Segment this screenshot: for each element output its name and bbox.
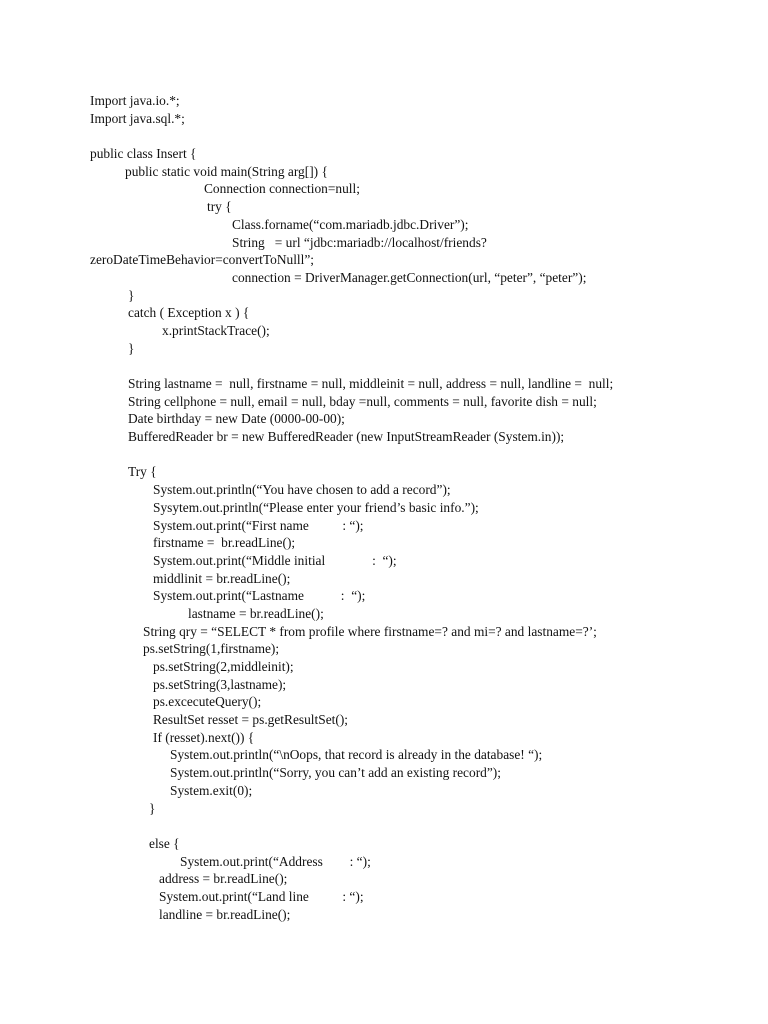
code-line — [0, 110, 768, 128]
code-line — [0, 729, 768, 747]
code-line — [0, 428, 768, 446]
code-line — [0, 145, 768, 163]
code-line-text: zeroDateTimeBehavior=convertToNulll”; — [90, 252, 315, 268]
code-line — [0, 287, 768, 305]
code-line — [0, 463, 768, 481]
code-line — [0, 322, 768, 340]
code-line-text: System.out.print(“First name : “); — [153, 517, 364, 533]
code-line-text: Sysytem.out.println(“Please enter your friend’s basic info.”); — [153, 499, 479, 515]
code-line — [0, 304, 768, 322]
code-line — [0, 570, 768, 588]
code-line-text: else { — [149, 835, 180, 851]
code-line-text: ps.excecuteQuery(); — [153, 694, 262, 710]
code-line — [0, 587, 768, 605]
code-line-text: ps.setString(1,firstname); — [143, 641, 280, 657]
code-line — [0, 163, 768, 181]
code-listing — [0, 92, 768, 923]
code-line — [0, 623, 768, 641]
code-line — [0, 269, 768, 287]
code-line — [0, 375, 768, 393]
code-line — [0, 605, 768, 623]
code-line — [0, 658, 768, 676]
code-line — [0, 853, 768, 871]
code-line — [0, 234, 768, 252]
code-line — [0, 746, 768, 764]
code-line-text: address = br.readLine(); — [159, 871, 288, 887]
code-line-text: try { — [207, 199, 232, 215]
code-line — [0, 393, 768, 411]
code-line-text: public class Insert { — [90, 146, 197, 162]
code-line-text: Date birthday = new Date (0000-00-00); — [128, 411, 345, 427]
code-line-text: BufferedReader br = new BufferedReader (new InputStreamReader (System.in)); — [128, 429, 565, 445]
code-line-text: System.out.print(“Middle initial : “); — [153, 552, 397, 568]
code-line-text: x.printStackTrace(); — [162, 322, 270, 338]
code-line — [0, 499, 768, 517]
code-line-text: firstname = br.readLine(); — [153, 535, 296, 551]
code-line-text: Import java.io.*; — [90, 93, 180, 108]
code-line-text: String lastname = null, firstname = null, middleinit = null, address = null, landline = null; — [128, 376, 614, 391]
code-line-text: System.out.println(“Sorry, you can’t add an existing record”); — [170, 765, 501, 781]
code-line-text: ps.setString(2,middleinit); — [153, 659, 294, 674]
code-line-text: System.out.print(“Lastname : “); — [153, 588, 366, 604]
code-line-text: } — [149, 800, 156, 816]
code-line — [0, 711, 768, 729]
code-line-text: Try { — [128, 464, 157, 480]
code-line — [0, 676, 768, 694]
code-line-text: landline = br.readLine(); — [159, 906, 291, 922]
code-line-text: Connection connection=null; — [204, 181, 360, 197]
code-line — [0, 764, 768, 782]
code-line-text: } — [128, 340, 135, 356]
code-line-text: middlinit = br.readLine(); — [153, 570, 291, 586]
code-line — [0, 446, 768, 464]
code-line — [0, 410, 768, 428]
code-line — [0, 357, 768, 375]
code-line — [0, 180, 768, 198]
code-line-text: System.out.print(“Address : “); — [180, 853, 371, 869]
code-line-text: ps.setString(3,lastname); — [153, 676, 287, 692]
code-line-text: String qry = “SELECT * from profile where firstname=? and mi=? and lastname=?’; — [143, 623, 597, 639]
code-line — [0, 340, 768, 358]
code-line — [0, 251, 768, 269]
code-line — [0, 552, 768, 570]
code-line-text: String = url “jdbc:mariadb://localhost/friends? — [232, 234, 487, 250]
code-line — [0, 800, 768, 818]
code-line — [0, 127, 768, 145]
code-line-text: } — [128, 287, 135, 303]
code-line-text: System.out.println(“You have chosen to add a record”); — [153, 482, 451, 498]
code-line-text: System.out.println(“\nOops, that record is already in the database! “); — [170, 747, 543, 763]
code-line-text: String cellphone = null, email = null, bday =null, comments = null, favorite dish = null; — [128, 393, 597, 409]
code-line — [0, 481, 768, 499]
code-line-text: If (resset).next()) { — [153, 729, 255, 745]
code-line — [0, 640, 768, 658]
code-line-text: Class.forname(“com.mariadb.jdbc.Driver”); — [232, 216, 469, 232]
code-line — [0, 906, 768, 924]
code-line-text: ResultSet resset = ps.getResultSet(); — [153, 712, 349, 728]
code-line — [0, 870, 768, 888]
code-line — [0, 198, 768, 216]
code-line — [0, 534, 768, 552]
code-line — [0, 216, 768, 234]
code-line-text: lastname = br.readLine(); — [188, 605, 324, 621]
code-line — [0, 693, 768, 711]
code-line-text: catch ( Exception x ) { — [128, 305, 250, 321]
code-line — [0, 782, 768, 800]
code-line — [0, 888, 768, 906]
code-line — [0, 817, 768, 835]
code-line — [0, 92, 768, 110]
code-line — [0, 517, 768, 535]
code-line-text: System.out.print(“Land line : “); — [159, 888, 364, 904]
code-line-text: public static void main(String arg[]) { — [125, 163, 328, 179]
code-line-text: System.exit(0); — [170, 782, 253, 798]
code-line-text: connection = DriverManager.getConnection(url, “peter”, “peter”); — [232, 269, 587, 285]
code-line — [0, 835, 768, 853]
code-line-text: Import java.sql.*; — [90, 110, 185, 126]
